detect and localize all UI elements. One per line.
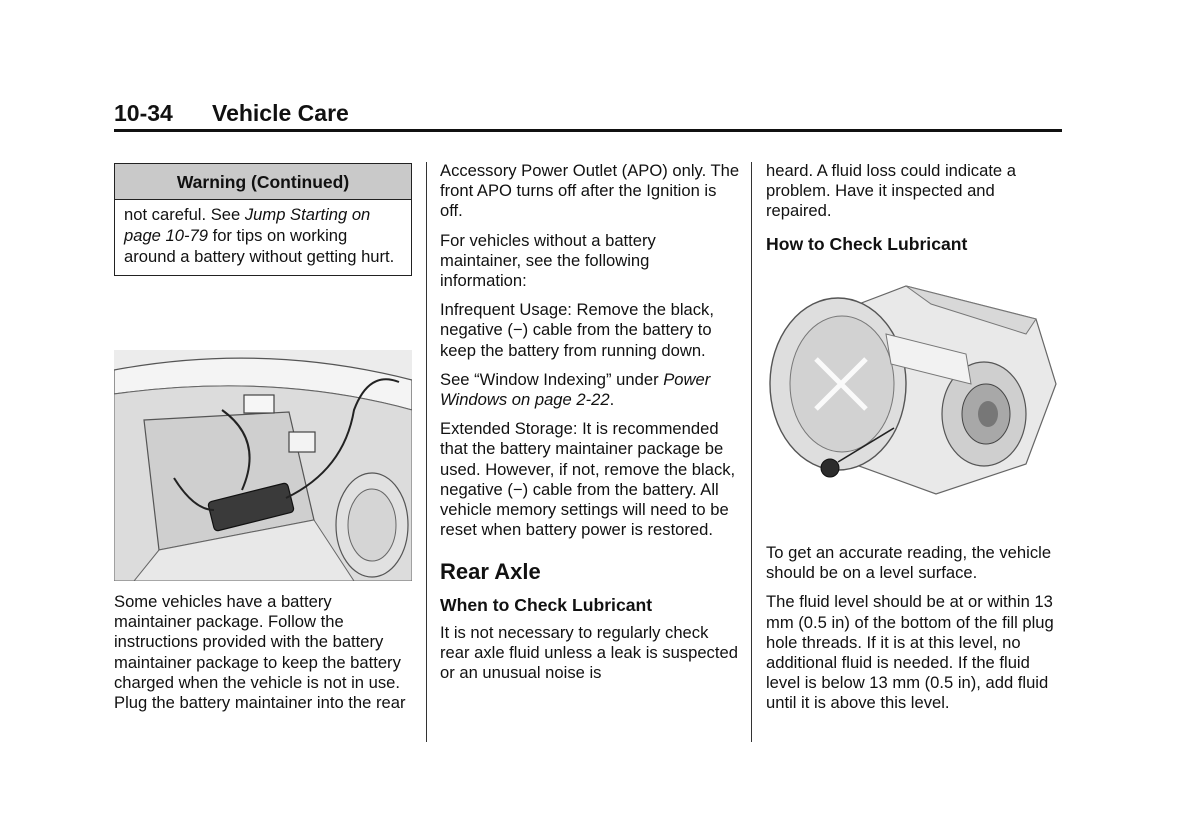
column-2 [440, 161, 740, 692]
rear-axle-illustration [766, 264, 1062, 514]
extended-storage-paragraph: Extended Storage: It is recommended that the battery maintainer package be used. However, if not, remove the black, negative (−) cable from the battery. All vehicle memory settings will need to be reset when battery power is restored. [440, 419, 736, 540]
warning-box [114, 163, 412, 276]
section-title: Vehicle Care [212, 100, 349, 126]
column-1-text [114, 592, 412, 713]
fluid-loss-paragraph: heard. A fluid loss could indicate a problem. Have it inspected and repaired. [766, 161, 1016, 221]
rear-axle-paragraph: It is not necessary to regularly check rear axle fluid unless a leak is suspected or an unusual noise is [440, 622, 738, 683]
when-to-check-heading: When to Check Lubricant [440, 594, 653, 615]
header-rule [114, 129, 1062, 132]
window-indexing-paragraph [440, 370, 740, 410]
rear-axle-heading: Rear Axle [440, 559, 541, 585]
column-1 [114, 160, 412, 276]
column-3 [766, 161, 1062, 723]
warning-text-end: for tips on working around a battery without getting hurt. [124, 226, 395, 267]
battery-maintainer-illustration [114, 350, 412, 581]
fluid-level-paragraph: The fluid level should be at or within 13 mm (0.5 in) of the bottom of the fill plug hole threads. If it is at this level, no additional fluid is needed. If the fluid level is below 13 mm (0.5 in), add fluid until it is above this level. [766, 592, 1054, 713]
power-windows-link[interactable]: Power Windows on page 2-22 [440, 369, 711, 410]
page-number: 10-34 [114, 100, 173, 126]
apo-paragraph: Accessory Power Outlet (APO) only. The front APO turns off after the Ignition is off. [440, 161, 740, 221]
warning-title: Warning (Continued) [115, 164, 411, 200]
battery-maintainer-paragraph: Some vehicles have a battery maintainer package. Follow the instructions provided with the battery maintainer package to keep the battery charged when the vehicle is not in use. Plug the battery maintainer into the rear [114, 592, 406, 713]
jump-starting-link[interactable]: Jump Starting on page 10-79 [124, 205, 371, 246]
warning-text: not careful. See [124, 205, 245, 225]
infrequent-usage-paragraph: Infrequent Usage: Remove the black, negative (−) cable from the battery to keep the battery from running down. [440, 300, 714, 360]
no-maintainer-paragraph: For vehicles without a battery maintainer, see the following information: [440, 230, 656, 291]
accurate-reading-paragraph: To get an accurate reading, the vehicle should be on a level surface. [766, 543, 1052, 583]
window-indexing-end: . [609, 390, 615, 410]
column-divider [426, 162, 427, 742]
page-header [114, 100, 1062, 132]
window-indexing-text: See “Window Indexing” under [440, 369, 664, 389]
how-to-check-heading: How to Check Lubricant [766, 233, 968, 254]
column-divider [751, 162, 752, 742]
warning-body [115, 200, 411, 275]
